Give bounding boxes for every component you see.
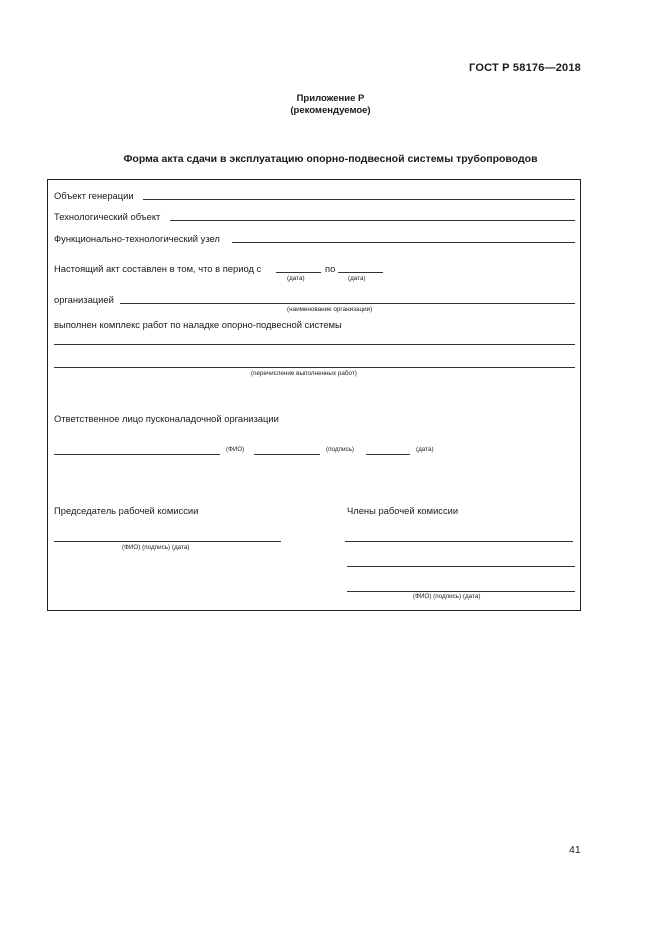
functional-node-field[interactable] bbox=[232, 242, 575, 243]
annex-title: Приложение Р bbox=[296, 93, 365, 104]
chairman-hint: (ФИО) (подпись) (дата) bbox=[122, 544, 190, 551]
annex-note: (рекомендуемое) bbox=[290, 105, 371, 116]
form-title: Форма акта сдачи в эксплуатацию опорно-подвесной системы трубопроводов bbox=[123, 153, 538, 165]
generation-object-label: Объект генерации bbox=[54, 190, 134, 201]
member-signature-field-2[interactable] bbox=[347, 566, 575, 567]
period-from-hint: (дата) bbox=[287, 275, 305, 282]
tech-object-field[interactable] bbox=[170, 220, 575, 221]
members-hint: (ФИО) (подпись) (дата) bbox=[413, 593, 481, 600]
period-to-field[interactable] bbox=[338, 272, 383, 273]
chairman-signature-field[interactable] bbox=[54, 541, 281, 542]
responsible-label: Ответственное лицо пусконаладочной организации bbox=[54, 413, 279, 424]
members-label: Члены рабочей комиссии bbox=[347, 505, 459, 516]
works-hint: (перечисление выполненных работ) bbox=[251, 370, 357, 377]
member-signature-field-1[interactable] bbox=[345, 541, 573, 542]
responsible-date-hint: (дата) bbox=[416, 446, 434, 453]
works-field-line-2[interactable] bbox=[54, 367, 575, 368]
functional-node-label: Функционально-технологический узел bbox=[54, 233, 220, 244]
works-field-line-1[interactable] bbox=[54, 344, 575, 345]
organization-field[interactable] bbox=[120, 303, 575, 304]
responsible-fio-field[interactable] bbox=[54, 454, 220, 455]
responsible-fio-hint: (ФИО) bbox=[226, 446, 245, 453]
organization-label: организацией bbox=[54, 294, 114, 305]
organization-hint: (наименование организации) bbox=[287, 306, 373, 313]
chairman-label: Председатель рабочей комиссии bbox=[54, 505, 199, 516]
period-to-label: по bbox=[325, 263, 336, 274]
member-signature-field-3[interactable] bbox=[347, 591, 575, 592]
generation-object-field[interactable] bbox=[143, 199, 575, 200]
page-number: 41 bbox=[569, 844, 581, 856]
works-label: выполнен комплекс работ по наладке опорно-подвесной системы bbox=[54, 319, 342, 330]
document-id: ГОСТ Р 58176—2018 bbox=[469, 62, 581, 74]
responsible-signature-hint: (подпись) bbox=[326, 446, 354, 453]
period-from-field[interactable] bbox=[276, 272, 321, 273]
responsible-signature-field[interactable] bbox=[254, 454, 320, 455]
responsible-date-field[interactable] bbox=[366, 454, 410, 455]
tech-object-label: Технологический объект bbox=[54, 211, 161, 222]
act-statement-label: Настоящий акт составлен в том, что в период с bbox=[54, 263, 262, 274]
period-to-hint: (дата) bbox=[348, 275, 366, 282]
